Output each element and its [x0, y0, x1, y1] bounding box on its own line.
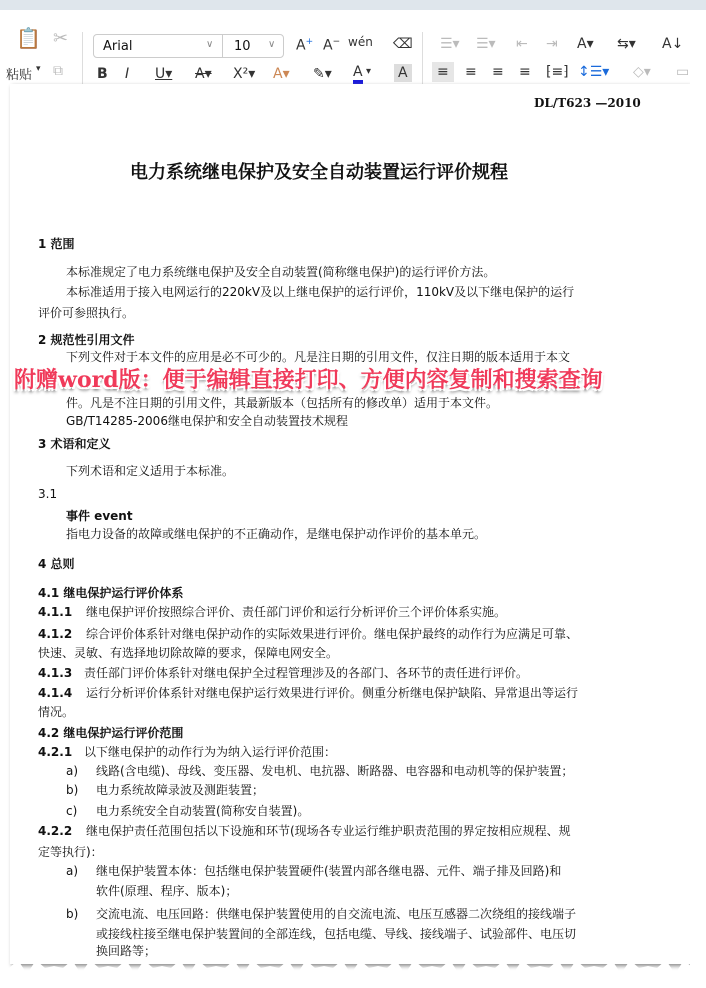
paragraph-line: 3.1: [38, 487, 58, 501]
chevron-down-icon[interactable]: ∨: [206, 39, 214, 50]
border-icon[interactable]: ▭: [676, 64, 690, 80]
standard-code: DL/T623 —2010: [534, 96, 641, 110]
paragraph-direction-icon[interactable]: ⇆▾: [617, 36, 636, 52]
grow-font-icon[interactable]: A+: [296, 37, 314, 54]
paragraph-line: 情况。: [38, 705, 75, 719]
paragraph-line: GB/T14285-2006继电保护和安全自动装置技术规程: [66, 414, 348, 428]
clear-format-icon[interactable]: ⌫: [393, 36, 413, 52]
paragraph-line: 软件(原理、程序、版本)；: [96, 884, 238, 898]
section-heading: 4.1.2: [38, 627, 73, 641]
paragraph-line: 继电保护评价按照综合评价、责任部门评价和运行分析评价三个评价体系实施。: [86, 605, 507, 619]
paragraph-line: 快速、灵敏、有选择地切除故障的要求，保障电网安全。: [38, 646, 339, 660]
section-heading: 4.1.1: [38, 605, 73, 619]
increase-indent-icon[interactable]: ⇥: [546, 36, 558, 52]
numbered-list-icon[interactable]: ☰▾: [476, 36, 496, 52]
paragraph-line: 综合评价体系针对继电保护动作的实际效果进行评价。继电保护最终的动作行为应满足可靠、: [86, 627, 579, 641]
paragraph-line: 指电力设备的故障或继电保护的不正确动作，是继电保护动作评价的基本单元。: [66, 527, 487, 541]
phonetic-guide-icon[interactable]: wén: [348, 35, 373, 49]
paste-button[interactable]: 粘贴: [6, 68, 33, 83]
shrink-font-icon[interactable]: A−: [323, 37, 341, 54]
line-spacing-icon[interactable]: ↕☰▾: [578, 64, 610, 80]
document-title: 电力系统继电保护及安全自动装置运行评价规程: [130, 162, 508, 183]
paragraph-line: 电力系统安全自动装置(简称安自装置)。: [96, 804, 310, 818]
font-name-select[interactable]: Arial: [103, 39, 133, 54]
text-direction-icon[interactable]: A▾: [577, 36, 594, 52]
paragraph-line: 换回路等；: [96, 944, 157, 958]
bullet-list-icon[interactable]: ☰▾: [440, 36, 460, 52]
clipboard-icon[interactable]: 📋: [16, 26, 41, 50]
paragraph-line: 继电保护责任范围包括以下设施和环节(现场各专业运行维护职责范围的界定按相应规程、规: [86, 824, 571, 838]
highlight-icon[interactable]: ✎▾: [313, 66, 332, 82]
chevron-down-icon[interactable]: ▾: [366, 66, 372, 77]
section-heading: 1 范围: [38, 237, 75, 251]
section-heading: 4 总则: [38, 557, 75, 571]
italic-icon[interactable]: I: [125, 66, 130, 82]
align-left-icon[interactable]: ≡: [432, 62, 454, 82]
cut-icon[interactable]: ✂: [53, 28, 69, 49]
paragraph-line: 本标准适用于接入电网运行的220kV及以上继电保护的运行评价，110kV及以下继电保护的运行: [66, 285, 575, 299]
section-heading: 4.2.2: [38, 824, 73, 838]
distributed-icon[interactable]: ⁅≡⁆: [546, 64, 569, 80]
section-heading: 4.1.4: [38, 686, 73, 700]
strikethrough-icon[interactable]: A▾: [195, 66, 212, 82]
paragraph-line: 继电保护装置本体：包括继电保护装置硬件(装置内部各继电器、元件、端子排及回路)和: [96, 864, 562, 878]
torn-right-edge: [690, 10, 706, 988]
underline-icon[interactable]: U▾: [155, 66, 173, 82]
font-color-icon[interactable]: A: [353, 64, 363, 84]
paragraph-line: 下列文件对于本文件的应用是必不可少的。凡是注日期的引用文件，仅注日期的版本适用于本文: [66, 350, 571, 364]
paragraph-line: 下列术语和定义适用于本标准。: [66, 464, 235, 478]
font-size-select[interactable]: 10: [234, 39, 251, 54]
decrease-indent-icon[interactable]: ⇤: [516, 36, 528, 52]
paragraph-line: c): [66, 804, 78, 818]
paragraph-line: 电力系统故障录波及测距装置；: [96, 783, 265, 797]
character-shading-icon[interactable]: A: [394, 64, 412, 82]
paragraph-line: 或接线柱接至继电保护装置间的全部连线，包括电缆、导线、接线端子、试验部件、电压切: [96, 927, 577, 941]
paragraph-line: 定等执行)：: [38, 845, 103, 859]
paragraph-line: 以下继电保护的动作行为为纳入运行评价范围：: [84, 745, 337, 759]
paragraph-line: 运行分析评价体系针对继电保护运行效果进行评价。侧重分析继电保护缺陷、异常退出等运行: [86, 686, 579, 700]
copy-icon[interactable]: ⧉: [53, 63, 63, 79]
paragraph-line: 责任部门评价体系针对继电保护全过程管理涉及的各部门、各环节的责任进行评价。: [84, 666, 529, 680]
section-heading: 事件 event: [66, 509, 133, 523]
section-heading: 4.1.3: [38, 666, 73, 680]
paragraph-line: a): [66, 764, 79, 778]
paragraph-line: 评价可参照执行。: [38, 306, 135, 320]
torn-bottom-edge: [0, 960, 706, 988]
section-heading: 4.2 继电保护运行评价范围: [38, 726, 184, 740]
paragraph-line: 件。凡是不注日期的引用文件，其最新版本（包括所有的修改单）适用于本文件。: [66, 396, 499, 410]
chevron-down-icon[interactable]: ∨: [268, 39, 276, 50]
paste-dropdown-icon[interactable]: ▾: [36, 64, 41, 74]
justify-icon[interactable]: ≡: [519, 64, 531, 80]
section-heading: 4.2.1: [38, 745, 73, 759]
paragraph-line: a): [66, 864, 79, 878]
shading-icon[interactable]: ◇▾: [633, 64, 651, 80]
section-heading: 4.1 继电保护运行评价体系: [38, 586, 184, 600]
paragraph-line: 本标准规定了电力系统继电保护及安全自动装置(简称继电保护)的运行评价方法。: [66, 265, 496, 279]
section-heading: 3 术语和定义: [38, 437, 111, 451]
bold-icon[interactable]: B: [97, 66, 108, 82]
paragraph-line: b): [66, 907, 79, 921]
align-center-icon[interactable]: ≡: [465, 64, 477, 80]
promo-banner: 附赠word版：便于编辑直接打印、方便内容复制和搜索查询: [14, 367, 603, 393]
paragraph-line: b): [66, 783, 79, 797]
text-effect-icon[interactable]: A▾: [273, 66, 290, 82]
superscript-icon[interactable]: X²▾: [233, 66, 256, 82]
section-heading: 2 规范性引用文件: [38, 333, 135, 347]
paragraph-line: 交流电流、电压回路：供继电保护装置使用的自交流电流、电压互感器二次绕组的接线端子: [96, 907, 577, 921]
align-right-icon[interactable]: ≡: [492, 64, 504, 80]
sort-icon[interactable]: A↓: [662, 36, 684, 52]
paragraph-line: 线路(含电缆)、母线、变压器、发电机、电抗器、断路器、电容器和电动机等的保护装置；: [96, 764, 574, 778]
